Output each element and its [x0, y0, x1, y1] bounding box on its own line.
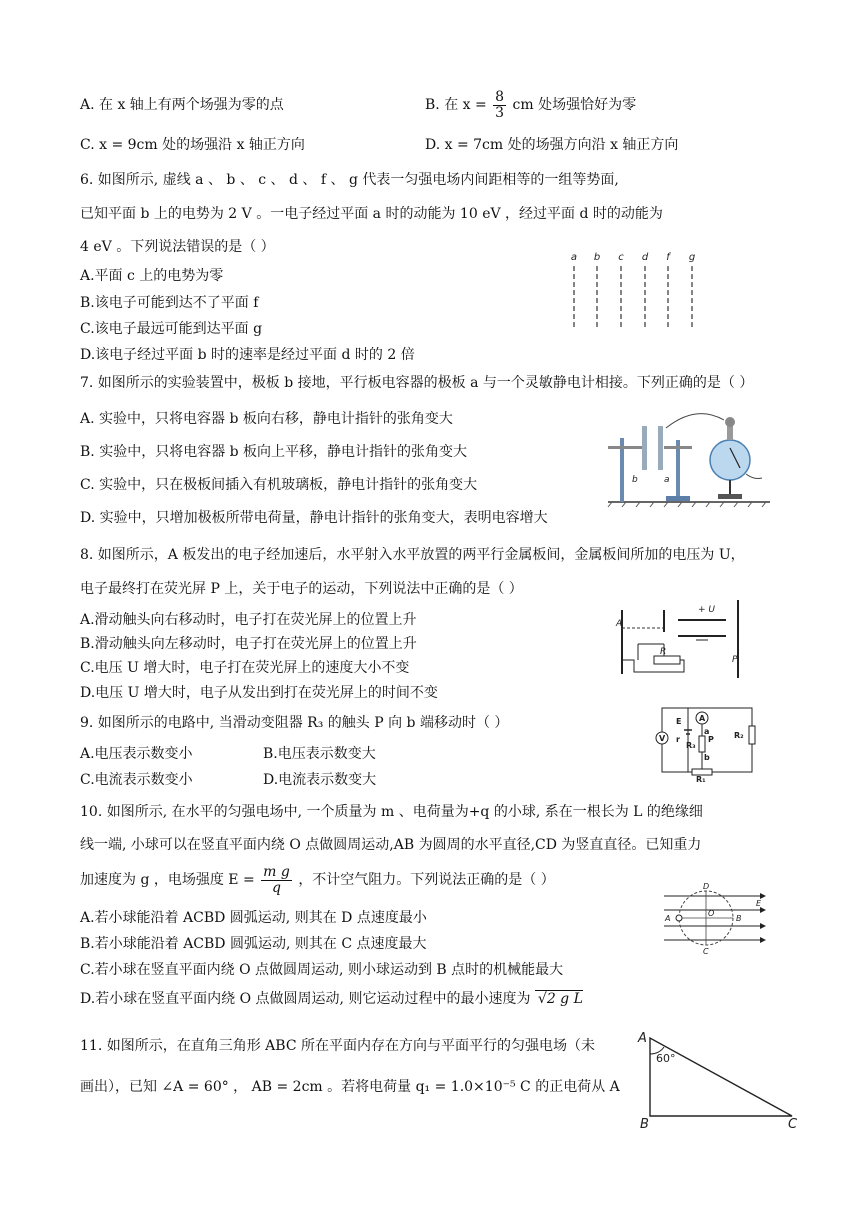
q6-label-d: d: [641, 252, 649, 263]
q10-fraction-numerator: m g: [263, 863, 290, 880]
q7-option-a: A. 实验中，只将电容器 b 板向右移，静电计指针的张角变大: [80, 411, 453, 427]
q11-label-b: B: [640, 1117, 649, 1130]
q8-option-a: A.滑动触头向右移动时，电子打在荧光屏上的位置上升: [80, 612, 417, 628]
q5-option-a: A. 在 x 轴上有两个场强为零的点: [80, 97, 284, 113]
q9-option-c: C.电流表示数变小: [80, 772, 193, 788]
q9-option-a: A.电压表示数变小: [80, 746, 193, 762]
q6-stem-line2: 已知平面 b 上的电势为 2 V 。一电子经过平面 a 时的动能为 10 eV ，经过平面 d 时的动能为: [80, 206, 663, 222]
q5-option-b-suffix: cm 处场强恰好为零: [512, 97, 637, 113]
q10-label-d: D: [703, 882, 710, 891]
q11-triangle-figure: [636, 1030, 806, 1130]
q6-option-d: D.该电子经过平面 b 时的速率是经过平面 d 时的 2 倍: [80, 347, 415, 363]
q10-field-fraction: [261, 865, 292, 896]
q6-stem-line1: 6. 如图所示, 虚线 a 、 b 、 c 、 d 、 f 、 g 代表一匀强电场内间距相等的一组等势面,: [80, 172, 619, 188]
q6-label-b: b: [593, 252, 601, 263]
q10-label-o: O: [708, 909, 715, 918]
q10-stem-line3: [80, 861, 555, 899]
q10-label-b: B: [736, 914, 742, 923]
q10-line3-prefix: 加速度为 g ，电场强度 E =: [80, 872, 255, 888]
q6-equipotential-figure: [560, 248, 710, 334]
q6-label-c: c: [618, 252, 624, 263]
q8-label-a: A: [616, 619, 623, 629]
q10-label-a: A: [665, 914, 671, 923]
q9-label-r: r: [676, 735, 680, 744]
q11-label-c: C: [788, 1117, 798, 1130]
q10-field-figure: [660, 882, 766, 956]
q8-label-p: P: [732, 655, 738, 665]
q11-stem-line1: 11. 如图所示，在直角三角形 ABC 所在平面内存在方向与平面平行的匀强电场（未: [80, 1038, 595, 1054]
q11-label-a: A: [638, 1031, 647, 1046]
q9-label-voltmeter: V: [659, 734, 666, 743]
q8-option-b: B.滑动触头向左移动时，电子打在荧光屏上的位置上升: [80, 636, 417, 652]
q9-label-a: a: [704, 727, 710, 736]
q5-option-b-fraction: [493, 90, 506, 121]
q8-stem-line2: 电子最终打在荧光屏 P 上，关于电子的运动，下列说法中正确的是（ ）: [80, 581, 523, 597]
q8-stem-line1: 8. 如图所示，A 板发出的电子经加速后，水平射入水平放置的两平行金属板间，金属板间所加的电压为 U，: [80, 547, 745, 563]
q8-label-u: + U: [698, 605, 715, 615]
q8-crt-figure: [614, 596, 746, 682]
q8-option-d: D.电压 U 增大时，电子从发出到打在荧光屏上的时间不变: [80, 685, 438, 701]
q7-electroscope-figure: [606, 398, 772, 508]
q6-label-g: g: [688, 252, 696, 263]
q9-label-p: P: [708, 735, 714, 744]
q10-option-d-text: D.若小球在竖直平面内绕 O 点做圆周运动, 则它运动过程中的最小速度为: [80, 991, 531, 1007]
q7-option-c: C. 实验中，只在极板间插入有机玻璃板，静电计指针的张角变大: [80, 477, 478, 493]
q9-label-b: b: [704, 753, 710, 762]
q6-option-c: C.该电子最远可能到达平面 g: [80, 321, 263, 337]
q10-option-d-sqrt: √2 g L: [535, 990, 583, 1007]
q10-stem-line1: 10. 如图所示, 在水平的匀强电场中, 一个质量为 m 、电荷量为+q 的小球, 系在一根长为 L 的绝缘细: [80, 804, 703, 820]
q6-label-f: f: [666, 252, 670, 263]
q7-stem: 7. 如图所示的实验装置中，极板 b 接地，平行板电容器的极板 a 与一个灵敏静电计相接。下列正确的是（ ）: [80, 375, 754, 391]
q9-label-ammeter: A: [699, 714, 706, 723]
q10-option-b: B.若小球能沿着 ACBD 圆弧运动, 则其在 C 点速度最大: [80, 936, 427, 952]
q10-option-d: [80, 990, 583, 1008]
q6-option-a: A.平面 c 上的电势为零: [80, 268, 224, 284]
q10-label-e: E: [756, 899, 762, 908]
q7-option-d: D. 实验中，只增加极板所带电荷量，静电计指针的张角变大，表明电容增大: [80, 510, 548, 526]
q5-option-b: [425, 86, 636, 124]
q9-option-b: B.电压表示数变大: [263, 746, 376, 762]
q5-option-c: C. x = 9cm 处的场强沿 x 轴正方向: [80, 137, 305, 153]
q7-label-a: a: [664, 475, 670, 485]
q7-label-b: b: [632, 475, 638, 485]
q5-option-b-denominator: 3: [495, 104, 505, 121]
q6-option-b: B.该电子可能到达不了平面 f: [80, 295, 259, 311]
q10-option-c: C.若小球在竖直平面内绕 O 点做圆周运动, 则小球运动到 B 点时的机械能最大: [80, 962, 564, 978]
q5-option-b-prefix: B. 在 x =: [425, 97, 487, 113]
q9-circuit-figure: [654, 702, 760, 782]
q11-stem-line2: 画出），已知 ∠A = 60° ， AB = 2cm 。若将电荷量 q₁ = 1.0×10⁻⁵ C 的正电荷从 A: [80, 1079, 620, 1095]
q10-label-c: C: [703, 947, 709, 956]
q8-option-c: C.电压 U 增大时，电子打在荧光屏上的速度大小不变: [80, 660, 410, 676]
q10-fraction-denominator: q: [272, 879, 281, 896]
q10-line3-suffix: ，不计空气阻力。下列说法正确的是（ ）: [298, 872, 555, 888]
q9-label-e: E: [676, 717, 682, 726]
q5-option-b-numerator: 8: [495, 88, 505, 105]
q11-label-angle: 60°: [656, 1052, 676, 1065]
q7-option-b: B. 实验中，只将电容器 b 板向上平移，静电计指针的张角变大: [80, 444, 468, 460]
q6-stem-line3: 4 eV 。下列说法错误的是（ ）: [80, 239, 275, 255]
q9-label-r3: R₃: [686, 741, 696, 750]
q9-option-d: D.电流表示数变大: [263, 772, 377, 788]
q6-label-a: a: [570, 252, 578, 263]
q8-label-r: R: [660, 647, 667, 657]
q9-label-r1: R₁: [696, 775, 706, 782]
q10-option-a: A.若小球能沿着 ACBD 圆弧运动, 则其在 D 点速度最小: [80, 910, 427, 926]
q5-option-d: D. x = 7cm 处的场强方向沿 x 轴正方向: [425, 137, 679, 153]
q9-label-r2: R₂: [734, 731, 744, 740]
q10-stem-line2: 线一端, 小球可以在竖直平面内绕 O 点做圆周运动,AB 为圆周的水平直径,CD 为竖直直径。已知重力: [80, 837, 702, 853]
q9-stem: 9. 如图所示的电路中, 当滑动变阻器 R₃ 的触头 P 向 b 端移动时（ ）: [80, 715, 509, 731]
